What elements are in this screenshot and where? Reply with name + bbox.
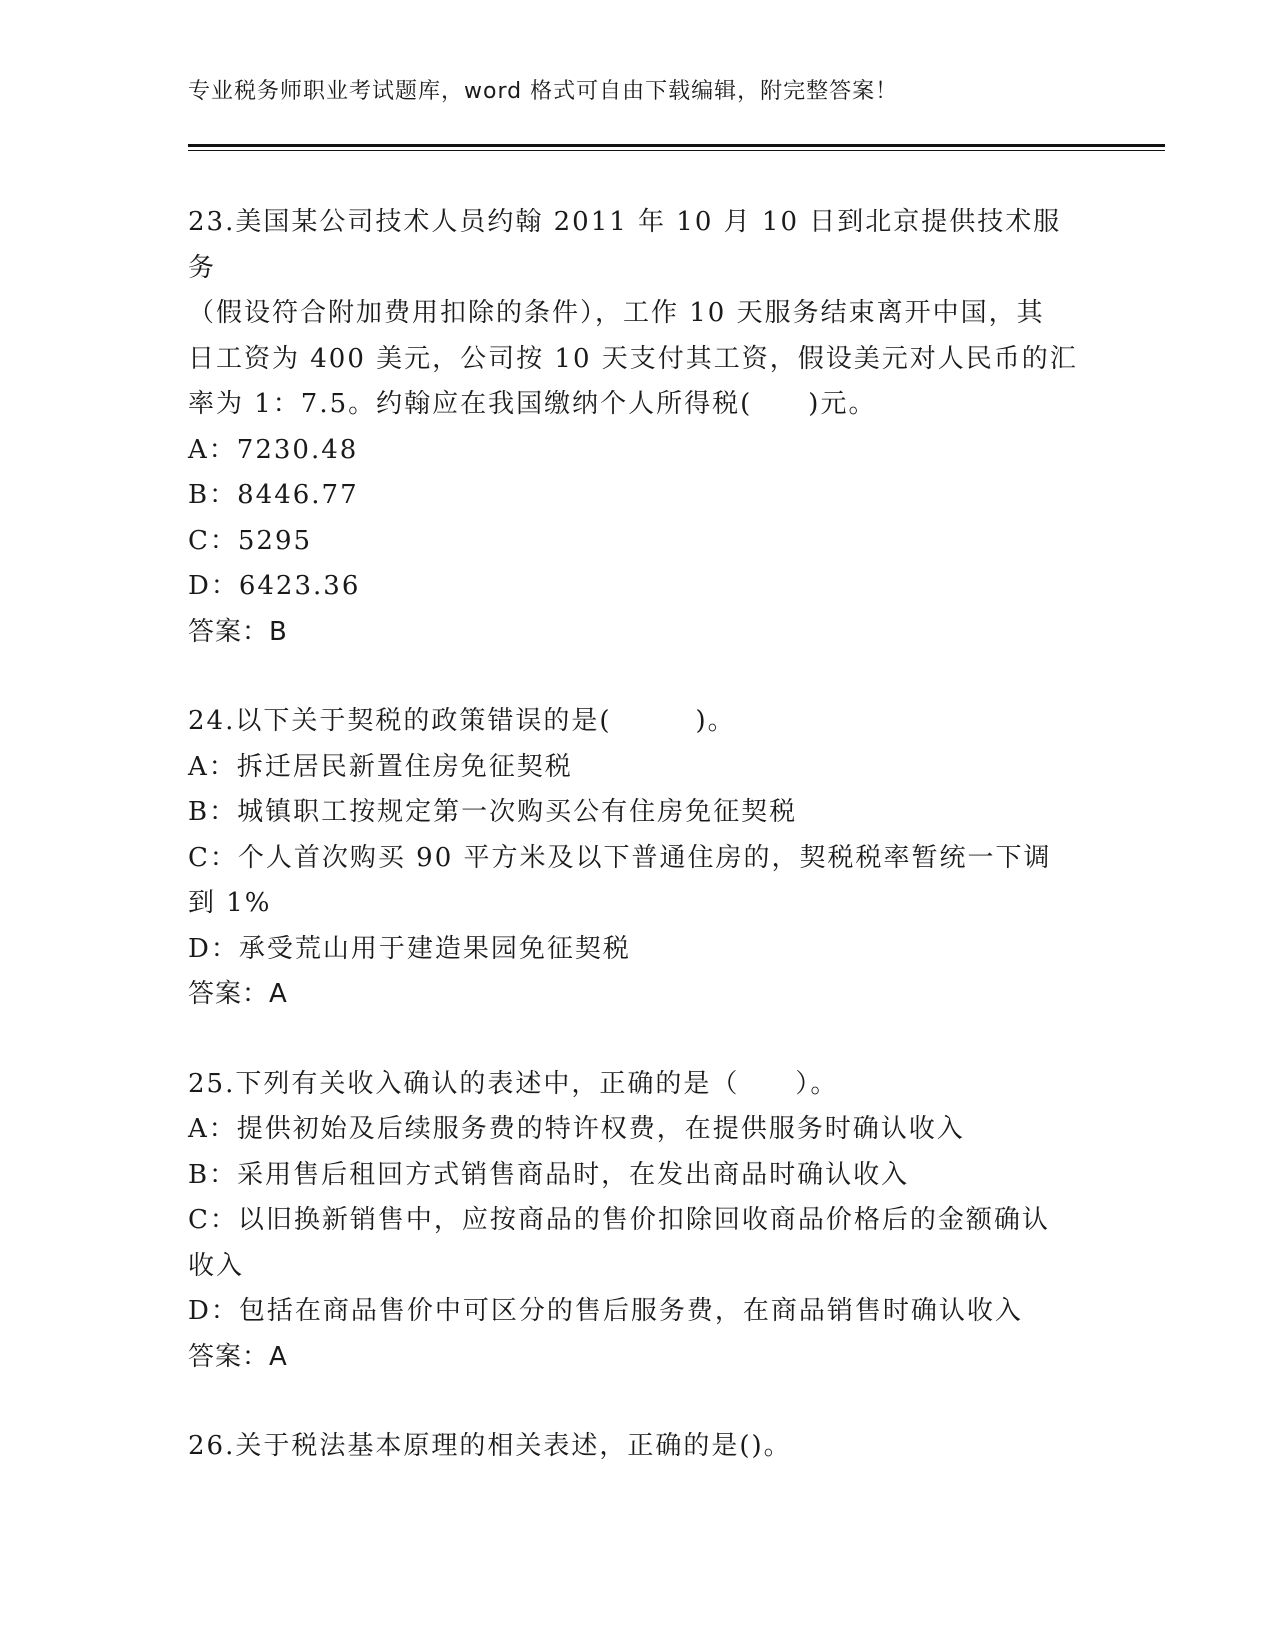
header-rule-thick (188, 144, 1165, 147)
question-24 (188, 699, 1088, 1018)
option-d: D：包括在商品售价中可区分的售后服务费，在商品销售时确认收入 (188, 1296, 1023, 1326)
stem-line: 日工资为 400 美元，公司按 10 天支付其工资，假设美元对人民币的汇 (188, 343, 1078, 374)
question-list (188, 200, 1088, 1514)
question-stem (188, 200, 1088, 428)
question-26 (188, 1424, 1088, 1470)
question-stem (188, 1062, 1088, 1108)
stem-line: 率为 1：7.5。约翰应在我国缴纳个人所得税( )元。 (188, 389, 877, 419)
stem-line: （假设符合附加费用扣除的条件），工作 10 天服务结束离开中国，其 (188, 298, 1045, 328)
option-c: C：5295 (188, 525, 313, 556)
option-c-continued: 到 1% (188, 888, 272, 918)
option-a: A：提供初始及后续服务费的特许权费，在提供服务时确认收入 (188, 1114, 965, 1144)
option-b: B：城镇职工按规定第一次购买公有住房免征契税 (188, 797, 798, 827)
page-header-text: 专业税务师职业考试题库，word 格式可自由下载编辑，附完整答案！ (188, 79, 899, 104)
question-23 (188, 200, 1088, 655)
option-b: B：采用售后租回方式销售商品时，在发出商品时确认收入 (188, 1159, 910, 1190)
option-a: A：7230.48 (188, 434, 359, 465)
header-rule-thin (188, 150, 1165, 151)
option-c: C：个人首次购买 90 平方米及以下普通住房的，契税税率暂统一下调 (188, 842, 1052, 873)
answer-line: 答案：A (188, 979, 288, 1009)
question-stem (188, 1424, 1088, 1470)
question-25 (188, 1062, 1088, 1381)
option-c: C：以旧换新销售中，应按商品的售价扣除回收商品价格后的金额确认 (188, 1205, 1050, 1235)
stem-line: 25.下列有关收入确认的表述中，正确的是（ ）。 (188, 1068, 839, 1099)
option-d: D：承受荒山用于建造果园免征契税 (188, 933, 631, 964)
question-stem (188, 699, 1088, 745)
option-c-continued: 收入 (188, 1250, 245, 1281)
stem-line: 23.美国某公司技术人员约翰 2011 年 10 月 10 日到北京提供技术服务 (188, 207, 1062, 283)
answer-line: 答案：B (188, 616, 288, 647)
option-d: D：6423.36 (188, 571, 361, 601)
answer-line: 答案：A (188, 1341, 288, 1372)
option-b: B：8446.77 (188, 480, 359, 510)
stem-line: 26.关于税法基本原理的相关表述，正确的是()。 (188, 1431, 792, 1461)
option-a: A：拆迁居民新置住房免征契税 (188, 751, 573, 782)
stem-line: 24.以下关于契税的政策错误的是( )。 (188, 706, 736, 736)
